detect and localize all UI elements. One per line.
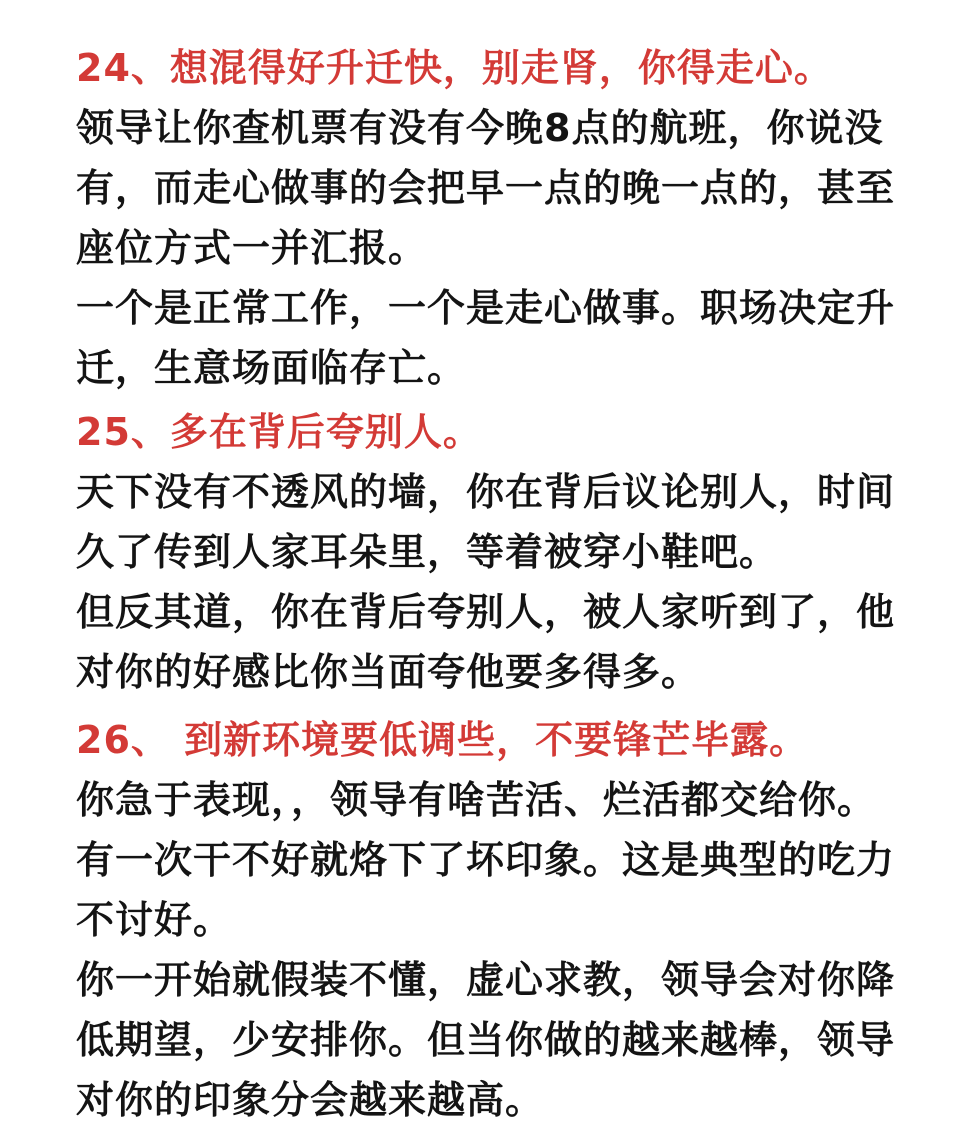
body-line: 座位方式一并汇报。 [76,226,428,270]
section-heading: 24、想混得好升迁快，别走肾，你得走心。 [76,46,833,90]
body-line: 低期望，少安排你。但当你做的越来越棒，领导 [76,1018,896,1062]
body-line: 但反其道，你在背后夸别人，被人家听到了，他 [76,590,896,634]
body-line: 不讨好。 [76,898,233,942]
body-line: 有一次干不好就烙下了坏印象。这是典型的吃力 [76,838,896,882]
body-line: 天下没有不透风的墙，你在背后议论别人，时间 [76,470,896,514]
tip-section-25 [76,402,896,702]
body-line: 对你的好感比你当面夸他要多得多。 [76,650,701,694]
tip-section-24 [76,38,896,398]
body-line: 一个是正常工作，一个是走心做事。职场决定升 [76,286,896,330]
body-line: 你急于表现，，领导有啥苦活、烂活都交给你。 [76,778,877,822]
body-line: 对你的印象分会越来越高。 [76,1078,545,1122]
body-line: 你一开始就假装不懂，虚心求教，领导会对你降 [76,958,896,1002]
body-line: 有，而走心做事的会把早一点的晚一点的，甚至 [76,166,896,210]
tip-section-26 [76,710,896,1130]
body-line: 迁，生意场面临存亡。 [76,346,467,390]
section-heading: 26、 到新环境要低调些，不要锋芒毕露。 [76,718,809,762]
body-line: 领导让你查机票有没有今晚8点的航班，你说没 [76,106,884,150]
section-heading: 25、多在背后夸别人。 [76,410,482,454]
body-line: 久了传到人家耳朵里，等着被穿小鞋吧。 [76,530,779,574]
